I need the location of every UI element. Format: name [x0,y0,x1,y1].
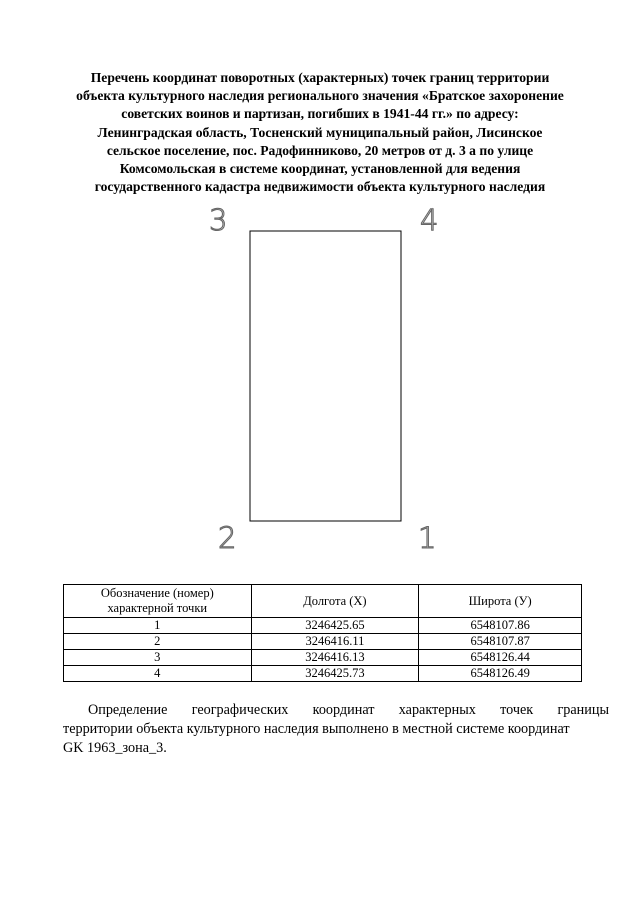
boundary-outline [250,231,401,521]
note-line: территории объекта культурного наследия выполнено в местной системе координат [63,721,570,737]
point-label-3: 3 [209,203,228,237]
cell-x: 3246416.13 [251,650,419,666]
cell-point: 3 [64,650,252,666]
header-point [64,585,252,618]
table-row [64,618,582,634]
coordinate-system-note [63,701,609,758]
cell-point: 4 [64,666,252,682]
point-label-2: 2 [218,521,237,555]
title-line: Комсомольская в системе координат, установленной для ведения [119,161,521,177]
title-line: советских воинов и партизан, погибших в 1941-44 гг.» по адресу: [121,106,519,122]
table-row [64,650,582,666]
cell-y: 6548126.49 [419,666,582,682]
cell-y: 6548107.86 [419,618,582,634]
cell-x: 3246425.73 [251,666,419,682]
cell-point: 1 [64,618,252,634]
header-longitude: Долгота (X) [251,585,419,618]
cell-point: 2 [64,634,252,650]
header-point-line: характерной точки [107,601,208,615]
point-label-1: 1 [418,521,437,555]
title-line: Перечень координат поворотных (характерных) точек границ территории [90,70,550,85]
table-row [64,666,582,682]
note-line: Определение географических координат характерных точек границы [88,702,609,718]
title-line: объекта культурного наследия регионального значения «Братское захоронение [76,88,564,104]
cell-x: 3246416.11 [251,634,419,650]
cell-x: 3246425.65 [251,618,419,634]
title-line: сельское поселение, пос. Радофинниково, 20 метров от д. 3 а по улице [106,142,534,158]
table-header-row [64,585,582,618]
table-row [64,634,582,650]
note-line: GK 1963_зона_3. [63,740,167,756]
title-line: Ленинградская область, Тосненский муниципальный район, Лисинское [97,124,543,140]
header-point-line: Обозначение (номер) [100,586,214,600]
cell-y: 6548107.87 [419,634,582,650]
title-line: государственного кадастра недвижимости объекта культурного наследия [94,179,546,195]
header-latitude: Широта (У) [419,585,582,618]
cell-y: 6548126.44 [419,650,582,666]
coordinates-table [63,584,582,682]
point-label-4: 4 [420,203,439,237]
